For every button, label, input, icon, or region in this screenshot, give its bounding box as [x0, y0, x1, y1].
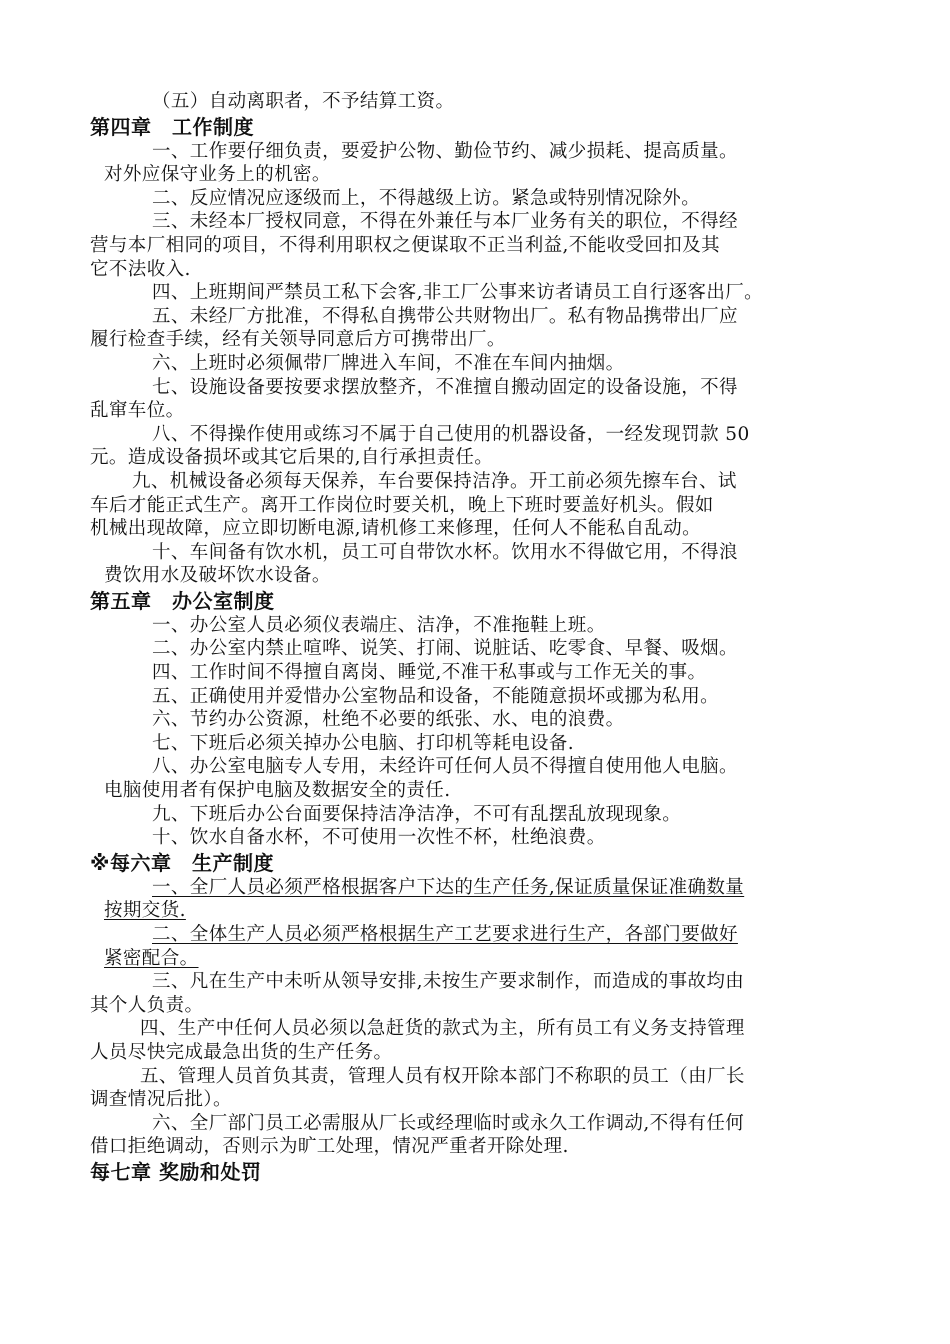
text-line: 一、工作要仔细负责，要爱护公物、勤俭节约、减少损耗、提高质量。 — [152, 140, 738, 162]
chapter-heading: 每七章 奖励和处罚 — [90, 1159, 262, 1184]
text-line: 履行检查手续，经有关领导同意后方可携带出厂。 — [90, 329, 506, 351]
text-line: 对外应保守业务上的机密。 — [104, 164, 331, 186]
text-line: 费饮用水及破坏饮水设备。 — [104, 565, 331, 587]
text-line: 调查情况后批）。 — [90, 1089, 232, 1111]
text-line: 紧密配合。 — [104, 947, 199, 969]
text-line: 三、凡在生产中未听从领导安排,未按生产要求制作，而造成的事故均由 — [152, 971, 745, 993]
text-line: 八、不得操作使用或练习不属于自己使用的机器设备，一经发现罚款 50 — [152, 423, 750, 445]
text-line: 借口拒绝调动，否则示为旷工处理，情况严重者开除处理. — [90, 1136, 569, 1158]
text-line: 电脑使用者有保护电脑及数据安全的责任. — [104, 780, 451, 802]
text-line: 五、未经厂方批准，不得私自携带公共财物出厂。私有物品携带出厂应 — [152, 305, 738, 327]
text-line: 十、车间备有饮水机，员工可自带饮水杯。饮用水不得做它用，不得浪 — [152, 541, 738, 563]
text-line: 五、管理人员首负其责，管理人员有权开除本部门不称职的员工（由厂长 — [140, 1065, 745, 1087]
text-line: 六、上班时必须佩带厂牌进入车间，不准在车间内抽烟。 — [152, 352, 625, 374]
chapter-heading: ※每六章 生产制度 — [90, 850, 274, 875]
chapter-heading: 第五章 办公室制度 — [90, 588, 275, 613]
text-line: 其个人负责。 — [90, 994, 204, 1016]
text-line: 机械出现故障，应立即切断电源,请机修工来修理，任何人不能私自乱动。 — [90, 518, 702, 540]
text-line: 元。造成设备损坏或其它后果的,自行承担责任。 — [90, 447, 494, 469]
text-line: 七、下班后必须关掉办公电脑、打印机等耗电设备. — [152, 732, 575, 754]
text-line: 三、未经本厂授权同意，不得在外兼任与本厂业务有关的职位，不得经 — [152, 211, 738, 233]
text-line: 四、工作时间不得擅自离岗、睡觉,不准干私事或与工作无关的事。 — [152, 662, 707, 684]
text-line: 九、机械设备必须每天保养，车台要保持洁净。开工前必须先擦车台、试 — [132, 470, 737, 492]
text-line: 乱窜车位。 — [90, 400, 185, 422]
text-line: （五）自动离职者，不予结算工资。 — [152, 91, 455, 112]
text-line: 按期交货. — [104, 900, 186, 922]
text-line: 九、下班后办公台面要保持洁净洁净，不可有乱摆乱放现现象。 — [152, 803, 682, 825]
text-line: 二、反应情况应逐级而上，不得越级上访。紧急或特别情况除外。 — [152, 187, 701, 209]
text-line: 六、全厂部门员工必需服从厂长或经理临时或永久工作调动,不得有任何 — [152, 1112, 745, 1134]
text-line: 一、全厂人员必须严格根据客户下达的生产任务,保证质量保证准确数量 — [152, 876, 745, 898]
chapter-heading: 第四章 工作制度 — [90, 114, 254, 139]
text-line: 四、生产中任何人员必须以急赶货的款式为主，所有员工有义务支持管理 — [140, 1018, 745, 1040]
text-line: 营与本厂相同的项目，不得利用职权之便谋取不正当利益,不能收受回扣及其 — [90, 234, 720, 256]
text-line: 六、节约办公资源，杜绝不必要的纸张、水、电的浪费。 — [152, 709, 625, 731]
text-line: 十、饮水自备水杯，不可使用一次性不杯，杜绝浪费。 — [152, 827, 606, 849]
text-line: 它不法收入. — [90, 258, 191, 280]
text-line: 人员尽快完成最急出货的生产任务。 — [90, 1041, 393, 1063]
text-line: 二、全体生产人员必须严格根据生产工艺要求进行生产，各部门要做好 — [152, 924, 738, 945]
text-line: 车后才能正式生产。离开工作岗位时要关机，晚上下班时要盖好机头。假如 — [90, 494, 714, 516]
text-line: 五、正确使用并爱惜办公室物品和设备，不能随意损坏或挪为私用。 — [152, 685, 720, 707]
text-line: 七、设施设备要按要求摆放整齐，不准擅自搬动固定的设备设施，不得 — [152, 376, 738, 398]
text-line: 一、办公室人员必须仪表端庄、洁净，不准拖鞋上班。 — [152, 614, 606, 636]
text-line: 二、办公室内禁止喧哗、说笑、打闹、说脏话、吃零食、早餐、吸烟。 — [152, 638, 738, 660]
text-line: 四、上班期间严禁员工私下会客,非工厂公事来访者请员工自行逐客出厂。 — [152, 282, 764, 304]
text-line: 八、办公室电脑专人专用，未经许可任何人员不得擅自使用他人电脑。 — [152, 756, 738, 778]
